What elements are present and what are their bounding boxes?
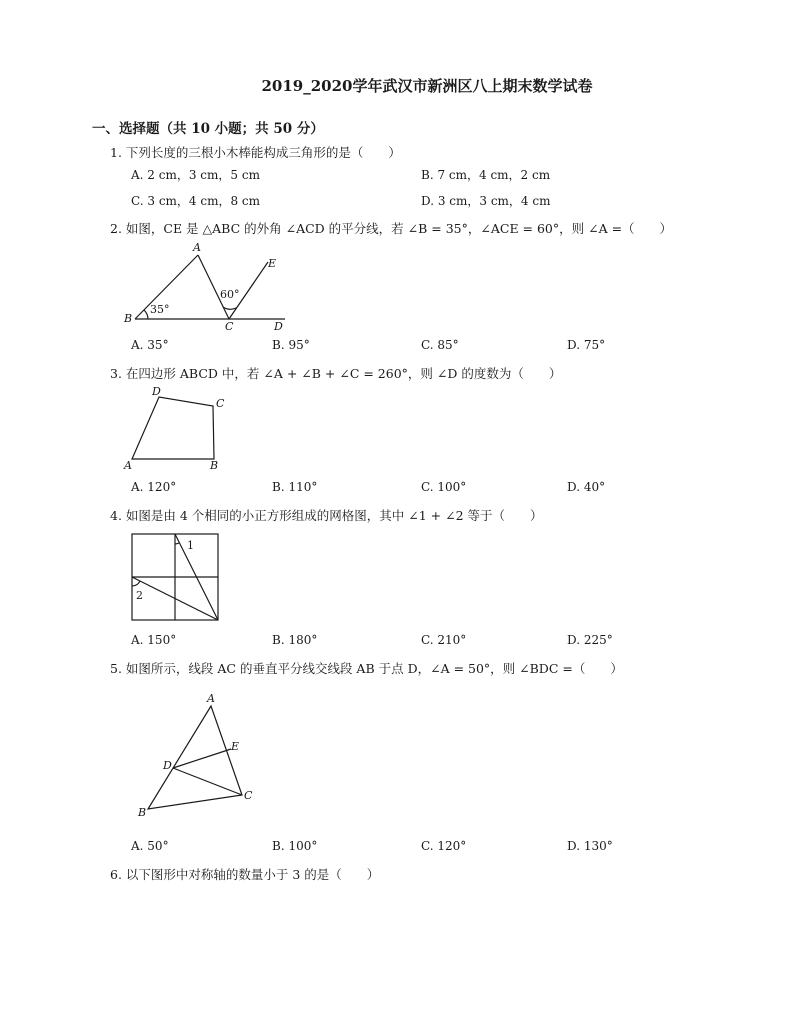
- q5-triangle-figure: [130, 688, 260, 820]
- q5-option-c: C. 120°: [421, 839, 467, 853]
- q3-option-d: D. 40°: [567, 480, 606, 494]
- q5-option-b: B. 100°: [272, 839, 318, 853]
- q2-label-d: D: [274, 320, 283, 332]
- q3-label-c: C: [216, 397, 225, 410]
- q5-option-d: D. 130°: [567, 839, 613, 853]
- q4-option-b: B. 180°: [272, 633, 318, 647]
- q3-quadrilateral-figure: [120, 384, 230, 474]
- q2-label-c: C: [225, 320, 234, 332]
- q2-angle-b-arc: [144, 310, 148, 319]
- q4-label-1: 1: [187, 539, 194, 552]
- q2-option-b: B. 95°: [272, 338, 310, 352]
- question-2-stem: 2. 如图，CE 是 △ABC 的外角 ∠ACD 的平分线，若 ∠B = 35°，∠ACE = 60°，则 ∠A =（ ）: [110, 221, 673, 236]
- q4-option-a: A. 150°: [131, 633, 177, 647]
- q5-label-b: B: [138, 806, 147, 819]
- q2-option-d: D. 75°: [567, 338, 606, 352]
- q3-option-a: A. 120°: [131, 480, 177, 494]
- q3-label-b: B: [210, 459, 219, 472]
- q5-line-dc: [173, 768, 242, 795]
- q2-angle-c-arc: [223, 307, 236, 309]
- q3-quadrilateral-abcd: [132, 397, 214, 459]
- q5-label-d: D: [163, 759, 172, 772]
- q1-option-a: A. 2 cm，3 cm，5 cm: [131, 168, 260, 182]
- q5-option-a: A. 50°: [131, 839, 169, 853]
- q2-label-e: E: [268, 257, 277, 270]
- q5-label-c: C: [244, 789, 253, 802]
- q2-triangle-figure: [120, 240, 300, 332]
- q3-label-a: A: [124, 459, 132, 472]
- question-1-stem: 1. 下列长度的三根小木棒能构成三角形的是（ ）: [110, 145, 401, 160]
- page-title: 2019_2020学年武汉市新洲区八上期末数学试卷: [261, 77, 593, 95]
- q1-option-b: B. 7 cm，4 cm，2 cm: [421, 168, 551, 182]
- question-6-stem: 6. 以下图形中对称轴的数量小于 3 的是（ ）: [110, 867, 380, 882]
- section-heading: 一、选择题（共 10 小题；共 50 分）: [92, 121, 324, 137]
- q4-grid-figure: [126, 528, 226, 626]
- question-5-stem: 5. 如图所示，线段 AC 的垂直平分线交线段 AB 于点 D，∠A = 50°，则 ∠BDC =（ ）: [110, 661, 623, 676]
- q5-label-e: E: [231, 740, 240, 753]
- q2-label-a: A: [193, 241, 201, 254]
- q5-triangle-abc: [148, 706, 242, 809]
- q4-option-c: C. 210°: [421, 633, 467, 647]
- q2-option-a: A. 35°: [131, 338, 169, 352]
- question-3-stem: 3. 在四边形 ABCD 中，若 ∠A + ∠B + ∠C = 260°，则 ∠D 的度数为（ ）: [110, 366, 562, 381]
- q2-line-ac: [198, 255, 229, 319]
- q4-angle-1-arc: [175, 543, 179, 544]
- q3-option-c: C. 100°: [421, 480, 467, 494]
- q2-angle-b-label: 35°: [150, 303, 170, 316]
- q4-label-2: 2: [136, 589, 143, 602]
- q4-angle-2-arc: [132, 581, 140, 586]
- q2-angle-c-label: 60°: [220, 288, 240, 301]
- q1-option-c: C. 3 cm，4 cm，8 cm: [131, 194, 261, 208]
- q1-option-d: D. 3 cm，3 cm，4 cm: [421, 194, 551, 208]
- q3-option-b: B. 110°: [272, 480, 318, 494]
- q3-label-d: D: [152, 385, 161, 398]
- question-4-stem: 4. 如图是由 4 个相同的小正方形组成的网格图，其中 ∠1 + ∠2 等于（ ）: [110, 508, 543, 523]
- q5-label-a: A: [207, 692, 215, 705]
- q4-option-d: D. 225°: [567, 633, 613, 647]
- q2-label-b: B: [124, 312, 133, 325]
- q2-option-c: C. 85°: [421, 338, 459, 352]
- q5-line-de: [173, 749, 231, 768]
